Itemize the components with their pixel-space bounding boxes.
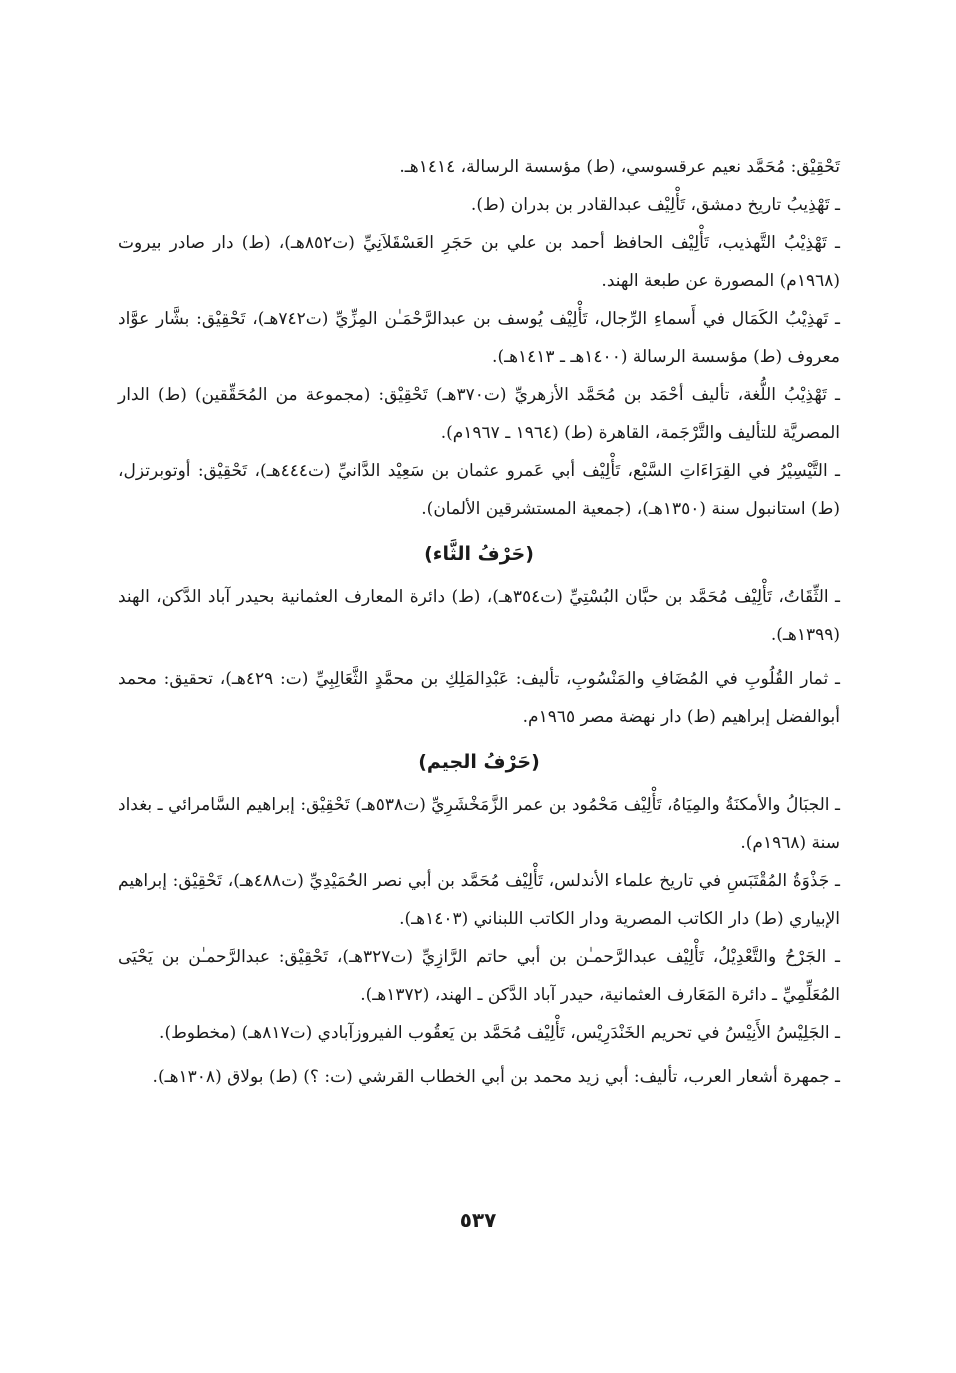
entry-al-jarh-wal-tadil: ـ الجَرْحُ والتَّعْدِيْلُ، تَأْلِيْف عبدالرَّحمـٰن بن أبي حاتم الرَّازِيِّ (ت٣٢٧هـ)، تَحْقِيْق: عبدالرَّحمـٰن بن يَحْيَى المُعَلِّمِيِّ ـ دائرة المَعَارف العثمانية، حيدر آباد الدَّكن ـ الهند، (١٣٧٢هـ). <box>118 947 840 1005</box>
entry-thimar-al-qulub: ـ ثمار القُلُوبِ في المُضَافِ والمَنْسُوبِ، تأليف: عَبْدِالمَلِكِ بن محمَّدٍ الثَّعَالِبِيِّ (ت: ٤٢٩هـ)، تحقيق: محمد أبوالفضل إبراهيم (ط) دار نهضة مصر ١٩٦٥م. <box>118 669 840 727</box>
entry-tahdhib-al-lugha: ـ تَهْذِيْبُ اللُّغة، تأليف أحْمَد بن مُحَمَّد الأزهريِّ (ت٣٧٠هـ) تَحْقِيْق: (مجموعة من المُحَقِّقين) (ط) الدار المصريَّة للتأليف والتَّرْجَمة، القاهرة (ط) (١٩٦٤ ـ ١٩٦٧م). <box>118 385 840 443</box>
entry-jadhwat-al-muqtabis: ـ جَذْوَةُ المُقْتَبَسِ في تاريخ علماء الأندلس، تَأْلِيْف مُحَمَّد بن أبي نصر الحُمَيْدِيِّ (ت٤٨٨هـ)، تَحْقِيْق: إبراهيم الإبياري (ط) دار الكاتب المصرية ودار الكاتب اللبناني (١٤٠٣هـ). <box>118 871 840 929</box>
entry-tahdhib-al-tahdhib: ـ تَهْذِيْبُ التَّهذيب، تَأْلِيْف الحافظ أحمد بن علي بن حَجَرِ العَسْقَلاَنِيِّ (ت٨٥٢هـ)، (ط) دار صادر بيروت (١٩٦٨م) المصورة عن طبعة الهند. <box>118 233 840 291</box>
entry-al-taysir: ـ التَّيْسِيْرُ في القِرَاءَاتِ السَّبْع، تَأْلِيْف أبي عَمرو عثمان بن سَعِيْد الدَّانيِّ (ت٤٤٤هـ)، تَحْقِيْق: أوتوبرتزل، (ط) استانبول سنة (١٣٥٠هـ)، (جمعية المستشرقين الألمان). <box>118 461 840 519</box>
entry-al-jalis-al-anis: ـ الجَلِيْسُ الأَنِيْسُ في تحريم الخَنْدَرِيْس، تَأْلِيْف مُحَمَّد بن يَعقُوب الفيروزآبادي (ت٨١٧هـ) (مخطوط). <box>159 1023 840 1043</box>
entry-jamharat-ashaar-al-arab: ـ جمهرة أشعار العرب، تأليف: أبي زيد محمد بن أبي الخطاب القرشي (ت: ؟) (ط) بولاق (١٣٠٨هـ). <box>152 1067 840 1087</box>
section-heading-tha: (حَرْفُ الثَّاء) <box>424 543 534 565</box>
entry-tahdhib-tarikh-dimashq: ـ تَهْذِيبُ تاريخ دمشق، تَأْلِيْف عبدالقادر بن بدران (ط). <box>470 195 840 215</box>
entry-al-thiqat: ـ الثِّقَاتُ، تَأْلِيْف مُحَمَّد بن حبَّان البُسْتِيِّ (ت٣٥٤هـ)، (ط) دائرة المعارف العثمانية بحيدر آباد الدَّكن، الهند (١٣٩٩هـ). <box>118 587 840 645</box>
bibliography-page <box>118 148 840 1096</box>
page-number: ٥٣٧ <box>459 1208 497 1232</box>
entry-tahdhib-al-kamal: ـ تَهذِيْبُ الكَمَال في أَسماءِ الرِّجال، تَأْلِيْف يُوسف بن عبدالرَّحْمَـٰن المِزِّيِّ (ت٧٤٢هـ)، تَحْقِيْق: بشَّار عوَّاد معروف (ط) مؤسسة الرسالة (١٤٠٠هـ ـ ١٤١٣هـ). <box>118 309 840 367</box>
entry-al-jibal: ـ الجبَالُ والأمكنَةُ والمِيَاهُ، تَأْلِيْف مَحْمُود بن عمر الزَّمَخْشَرِيِّ (ت٥٣٨هـ) تَحْقِيْق: إبراهيم السَّامرائي ـ بغداد سنة (١٩٦٨م). <box>118 795 840 853</box>
section-heading-jim: (حَرْفُ الجيم) <box>418 751 540 773</box>
entry-tahqiq-tahdhib-continued: تَحْقِيْق: مُحَمَّد نعيم عرقسوسي، (ط) مؤسسة الرسالة، ١٤١٤هـ. <box>399 157 840 177</box>
